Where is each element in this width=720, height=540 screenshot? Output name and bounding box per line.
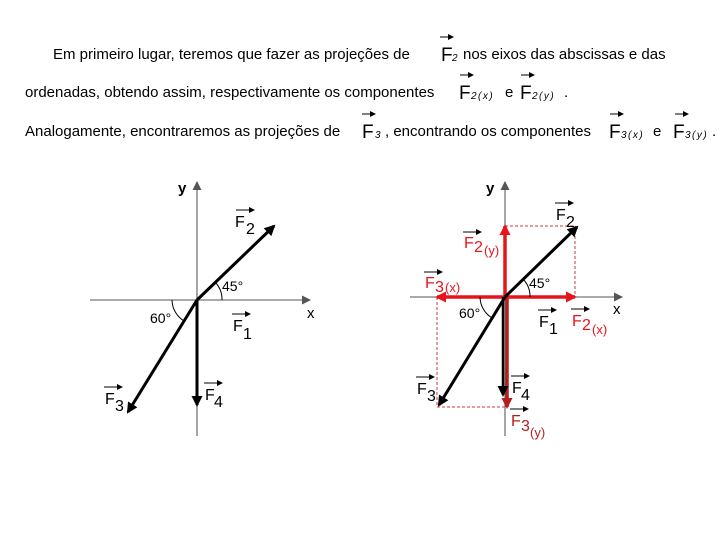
- left-angle-60-label: 60°: [150, 310, 172, 326]
- svg-text:F: F: [539, 314, 549, 331]
- svg-text:F: F: [425, 275, 435, 292]
- svg-text:3: 3: [521, 418, 530, 435]
- svg-text:2: 2: [566, 214, 575, 231]
- svg-text:F: F: [441, 45, 453, 66]
- line1-suffix: nos eixos das abscissas e das: [463, 46, 666, 63]
- f3y-label: [510, 409, 545, 440]
- svg-text:F: F: [512, 380, 522, 397]
- svg-text:1: 1: [243, 326, 252, 343]
- svg-text:F: F: [673, 122, 685, 143]
- left-angle-60-arc: [172, 300, 184, 321]
- svg-text:F: F: [556, 207, 566, 224]
- svg-text:F: F: [105, 391, 115, 408]
- right-f2-label: [555, 203, 575, 231]
- line3-and: e: [653, 123, 662, 140]
- svg-text:3(x): 3(x): [621, 130, 645, 141]
- svg-text:(x): (x): [445, 280, 461, 295]
- svg-text:2(y): 2(y): [532, 91, 556, 102]
- left-angle-45-label: 45°: [222, 278, 244, 294]
- right-y-label: y: [486, 180, 495, 197]
- svg-text:2: 2: [582, 317, 591, 334]
- line3-mid: , encontrando os componentes: [385, 123, 591, 140]
- f3x-label: [424, 272, 460, 296]
- right-angle-45-label: 45°: [529, 275, 551, 291]
- svg-text:F: F: [511, 413, 521, 430]
- f2y-label: [463, 232, 499, 258]
- svg-text:3: 3: [427, 388, 436, 405]
- left-y-label: y: [178, 180, 187, 197]
- svg-text:2: 2: [452, 53, 458, 64]
- svg-text:F: F: [205, 387, 215, 404]
- svg-text:3(y): 3(y): [685, 130, 709, 141]
- svg-text:F: F: [572, 313, 582, 330]
- svg-text:F: F: [417, 381, 427, 398]
- right-f3-label: [416, 377, 436, 405]
- svg-text:F: F: [464, 235, 474, 252]
- left-f2-label: [235, 210, 255, 238]
- left-angle-45-arc: [215, 282, 222, 300]
- svg-text:3: 3: [375, 130, 381, 141]
- svg-text:F: F: [362, 122, 374, 143]
- svg-text:4: 4: [214, 394, 223, 411]
- svg-text:(y): (y): [484, 243, 500, 258]
- line2-prefix: ordenadas, obtendo assim, respectivamente os componentes: [25, 84, 435, 101]
- svg-text:F: F: [235, 214, 245, 231]
- right-x-label: x: [613, 301, 621, 318]
- right-f1-label: [538, 310, 558, 338]
- svg-text:(y): (y): [530, 425, 546, 440]
- right-diagram: [410, 180, 622, 440]
- line3-prefix: Analogamente, encontraremos as projeções de: [25, 123, 341, 140]
- right-angle-60-arc: [480, 297, 492, 318]
- line2-end: .: [564, 84, 569, 101]
- f2x-label: [571, 309, 607, 337]
- svg-text:F: F: [520, 83, 532, 104]
- svg-text:3: 3: [115, 398, 124, 415]
- svg-text:(x): (x): [592, 322, 608, 337]
- right-angle-60-label: 60°: [459, 305, 481, 321]
- line2-mid: e: [505, 84, 514, 101]
- svg-text:2: 2: [246, 221, 255, 238]
- left-f4-label: [204, 383, 223, 411]
- line1-prefix: Em primeiro lugar, teremos que fazer as projeções de: [53, 46, 410, 63]
- left-f3-label: [104, 387, 124, 415]
- left-x-label: x: [307, 305, 315, 322]
- svg-text:2(x): 2(x): [471, 91, 495, 102]
- left-f1-label: [232, 314, 252, 343]
- svg-text:3: 3: [435, 279, 444, 296]
- left-diagram: [90, 180, 315, 436]
- svg-text:F: F: [459, 83, 471, 104]
- svg-text:F: F: [609, 122, 621, 143]
- line3-end: .: [712, 123, 717, 140]
- right-f4-label: [511, 376, 530, 404]
- svg-text:4: 4: [521, 387, 530, 404]
- svg-text:1: 1: [549, 321, 558, 338]
- svg-text:2: 2: [474, 239, 483, 256]
- svg-text:F: F: [233, 318, 243, 335]
